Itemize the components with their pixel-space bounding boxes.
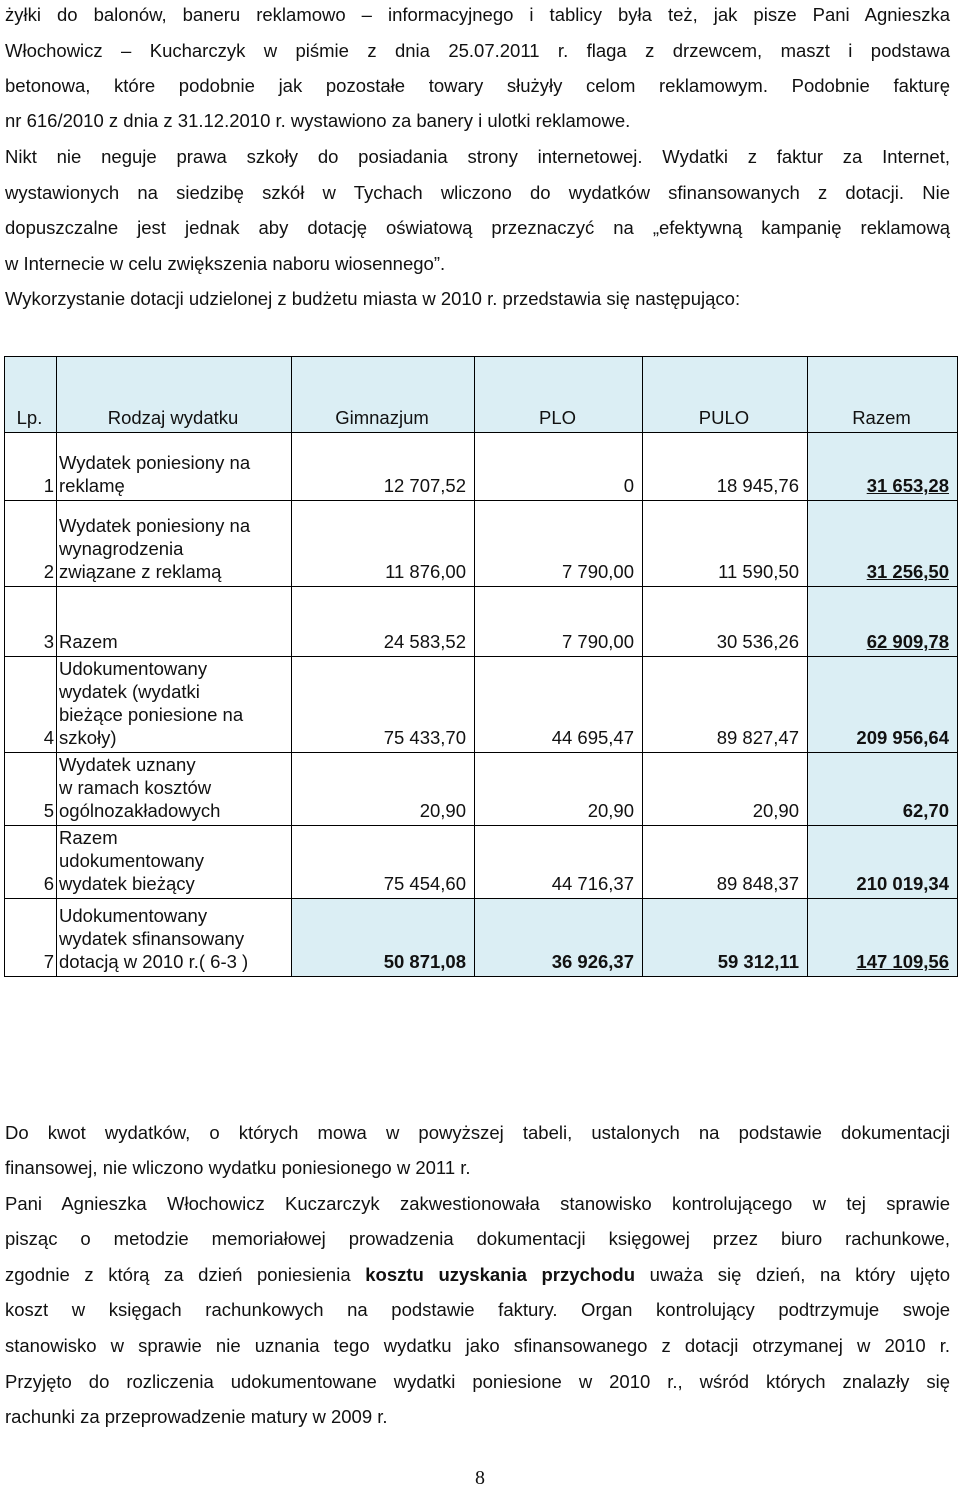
table-row <box>5 657 958 753</box>
description-line: Razem <box>59 631 118 652</box>
text-line: Przyjęto do rozliczenia udokumentowane wydatki poniesione w 2010 r., wśród których znalazły się <box>5 1371 950 1392</box>
cell-pulo: 59 312,11 <box>643 899 808 977</box>
total-value: 210 019,34 <box>856 873 949 894</box>
table-row <box>5 501 958 587</box>
cell-pulo: 18 945,76 <box>643 433 808 501</box>
cell-pulo: 89 848,37 <box>643 826 808 899</box>
text-line: w Internecie w celu zwiększenia naboru wiosennego”. <box>5 253 446 274</box>
cell-description <box>57 899 292 977</box>
description-line: szkoły) <box>59 727 117 748</box>
total-value: 31 653,28 <box>866 475 949 496</box>
cell-lp: 4 <box>5 657 57 753</box>
text-line: Włochowicz – Kucharczyk w piśmie z dnia 25.07.2011 r. flaga z drzewcem, maszt i podstawa <box>5 40 950 61</box>
description-line: reklamę <box>59 475 125 496</box>
cell-gimnazjum: 12 707,52 <box>292 433 475 501</box>
cell-total <box>808 753 958 826</box>
cell-pulo: 20,90 <box>643 753 808 826</box>
page-number: 8 <box>475 1467 485 1489</box>
cell-pulo: 30 536,26 <box>643 587 808 657</box>
description-line: Udokumentowany <box>59 658 208 679</box>
text-line: Wykorzystanie dotacji udzielonej z budżetu miasta w 2010 r. przedstawia się następująco: <box>5 288 741 309</box>
text-line: Nikt nie neguje prawa szkoły do posiadania strony internetowej. Wydatki z faktur za Internet, <box>5 146 950 167</box>
header-lp: Lp. <box>5 357 57 433</box>
description-line: Udokumentowany <box>59 905 208 926</box>
cell-lp: 3 <box>5 587 57 657</box>
table-row <box>5 899 958 977</box>
header-total: Razem <box>808 357 958 433</box>
cell-plo: 44 695,47 <box>475 657 643 753</box>
table-row <box>5 826 958 899</box>
header-plo: PLO <box>475 357 643 433</box>
text-line: dopuszczalne jest jednak aby dotację oświatową przeznaczyć na „efektywną kampanię reklamową <box>5 217 950 238</box>
cell-lp: 2 <box>5 501 57 587</box>
description-line: wydatek bieżący <box>59 873 195 894</box>
total-value: 62 909,78 <box>866 631 949 652</box>
text-line-with-emphasis <box>5 1264 950 1286</box>
header-gimnazjum: Gimnazjum <box>292 357 475 433</box>
text-fragment: uważa się dzień, na który ujęto <box>635 1264 951 1285</box>
cell-plo: 44 716,37 <box>475 826 643 899</box>
expenses-table <box>4 356 958 977</box>
description-line: Wydatek poniesiony na <box>59 515 251 536</box>
table-row <box>5 753 958 826</box>
cell-total <box>808 657 958 753</box>
cell-total <box>808 433 958 501</box>
table-header-row <box>5 357 958 433</box>
cell-total <box>808 587 958 657</box>
cell-description <box>57 826 292 899</box>
text-line: nr 616/2010 z dnia z 31.12.2010 r. wystawiono za banery i ulotki reklamowe. <box>5 110 631 131</box>
cell-total <box>808 501 958 587</box>
text-line: Do kwot wydatków, o których mowa w powyższej tabeli, ustalonych na podstawie dokumentacji <box>5 1122 950 1143</box>
cell-lp: 1 <box>5 433 57 501</box>
cell-pulo: 11 590,50 <box>643 501 808 587</box>
description-line: ogólnozakładowych <box>59 800 221 821</box>
text-line: stanowisko w sprawie nie uznania tego wydatku jako sfinansowanego z dotacji otrzymanej w 2010 r. <box>5 1335 950 1356</box>
total-value: 209 956,64 <box>856 727 949 748</box>
cell-plo: 0 <box>475 433 643 501</box>
cell-gimnazjum: 20,90 <box>292 753 475 826</box>
cell-lp: 6 <box>5 826 57 899</box>
text-line: Pani Agnieszka Włochowicz Kuczarczyk zakwestionowała stanowisko kontrolującego w tej sprawie <box>5 1193 950 1214</box>
total-value: 31 256,50 <box>866 561 949 582</box>
description-line: wydatek sfinansowany <box>59 928 245 949</box>
cell-gimnazjum: 75 433,70 <box>292 657 475 753</box>
description-line: wynagrodzenia <box>59 538 184 559</box>
cell-plo: 7 790,00 <box>475 501 643 587</box>
description-line: wydatek (wydatki <box>59 681 200 702</box>
cell-total <box>808 899 958 977</box>
cell-lp: 7 <box>5 899 57 977</box>
text-fragment: zgodnie z którą za dzień poniesienia <box>5 1264 366 1285</box>
text-line: betonowa, które podobnie jak pozostałe towary służyły celom reklamowym. Podobnie fakturę <box>5 75 950 96</box>
cell-gimnazjum: 75 454,60 <box>292 826 475 899</box>
description-line: związane z reklamą <box>59 561 222 582</box>
description-line: bieżące poniesione na <box>59 704 244 725</box>
description-line: Wydatek poniesiony na <box>59 452 251 473</box>
cell-description <box>57 433 292 501</box>
text-line: finansowej, nie wliczono wydatku poniesionego w 2011 r. <box>5 1157 471 1178</box>
header-pulo: PULO <box>643 357 808 433</box>
cell-gimnazjum: 11 876,00 <box>292 501 475 587</box>
total-value: 62,70 <box>902 800 949 821</box>
cell-total <box>808 826 958 899</box>
cell-description <box>57 657 292 753</box>
text-line: koszt w księgach rachunkowych na podstawie faktury. Organ kontrolujący podtrzymuje swoje <box>5 1299 950 1320</box>
text-line: żyłki do balonów, baneru reklamowo – informacyjnego i tablicy była też, jak pisze Pani Agnieszka <box>5 4 950 25</box>
text-line: rachunki za przeprowadzenie matury w 2009 r. <box>5 1406 388 1427</box>
bold-term: kosztu uzyskania przychodu <box>365 1264 636 1285</box>
description-line: w ramach kosztów <box>59 777 212 798</box>
text-line: pisząc o metodzie memoriałowej prowadzenia dokumentacji księgowej przez biuro rachunkowe, <box>5 1228 950 1249</box>
description-line: udokumentowany <box>59 850 205 871</box>
description-line: dotacją w 2010 r.( 6-3 ) <box>59 951 249 972</box>
table-row <box>5 587 958 657</box>
header-type: Rodzaj wydatku <box>57 357 292 433</box>
total-value: 147 109,56 <box>856 951 949 972</box>
cell-description <box>57 587 292 657</box>
cell-plo: 36 926,37 <box>475 899 643 977</box>
cell-gimnazjum: 24 583,52 <box>292 587 475 657</box>
cell-pulo: 89 827,47 <box>643 657 808 753</box>
cell-gimnazjum: 50 871,08 <box>292 899 475 977</box>
description-line: Razem <box>59 827 118 848</box>
description-line: Wydatek uznany <box>59 754 196 775</box>
cell-description <box>57 753 292 826</box>
cell-plo: 20,90 <box>475 753 643 826</box>
cell-plo: 7 790,00 <box>475 587 643 657</box>
cell-description <box>57 501 292 587</box>
cell-lp: 5 <box>5 753 57 826</box>
text-line: wystawionych na siedzibę szkół w Tychach wliczono do wydatków sfinansowanych z dotacji. Nie <box>5 182 950 203</box>
table-row <box>5 433 958 501</box>
